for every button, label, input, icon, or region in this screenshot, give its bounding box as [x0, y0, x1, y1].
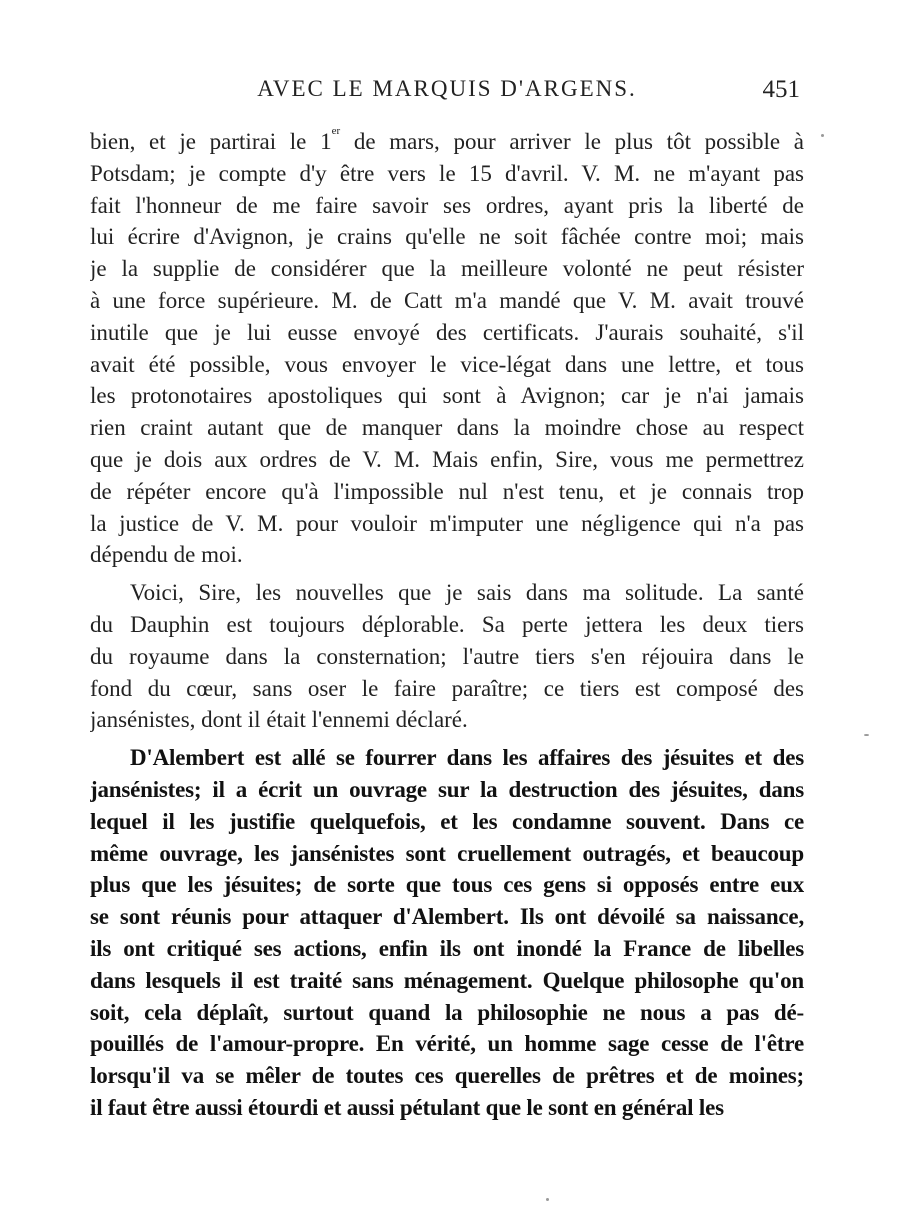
text-line: lorsqu'il va se mêler de toutes ces querelles de prêtres et de moines;	[90, 1063, 804, 1089]
print-speck	[864, 734, 869, 736]
text-line: D'Alembert est allé se fourrer dans les affaires des jésuites et des	[130, 745, 804, 771]
text-line: se sont réunis pour attaquer d'Alembert. Ils ont dévoilé sa naissance,	[90, 904, 804, 930]
text-line: inutile que je lui eusse envoyé des certificats. J'aurais souhaité, s'il	[90, 319, 804, 345]
text-line: lequel il les justifie quelquefois, et les condamne souvent. Dans ce	[90, 808, 804, 834]
text-line: les protonotaires apostoliques qui sont à Avignon; car je n'ai jamais	[90, 383, 804, 409]
text-line: il faut être aussi étourdi et aussi pétulant que le sont en général les	[90, 1094, 724, 1120]
text-line: dans lesquels il est traité sans ménagement. Quelque philosophe qu'on	[90, 967, 804, 993]
text-line: Potsdam; je compte d'y être vers le 15 d'avril. V. M. ne m'ayant pas	[90, 160, 804, 186]
paragraph	[90, 742, 804, 1124]
text-line: que je dois aux ordres de V. M. Mais enfin, Sire, vous me permettrez	[90, 446, 804, 472]
text-line: de répéter encore qu'à l'impossible nul n'est tenu, et je connais trop	[90, 478, 804, 504]
text-line: du Dauphin est toujours déplorable. Sa perte jettera les deux tiers	[90, 611, 804, 637]
text-line: fond du cœur, sans oser le faire paraître; ce tiers est composé des	[90, 675, 804, 701]
text-line: du royaume dans la consternation; l'autre tiers s'en réjouira dans le	[90, 643, 804, 669]
page-header	[90, 76, 804, 110]
text-line: ils ont critiqué ses actions, enfin ils ont inondé la France de libelles	[90, 935, 804, 961]
page-number: 451	[762, 76, 800, 103]
text-line: dépendu de moi.	[90, 542, 243, 568]
text-line: pouillés de l'amour-propre. En vérité, un homme sage cesse de l'être	[90, 1031, 804, 1057]
body-text	[90, 126, 804, 1124]
text-line: rien craint autant que de manquer dans la moindre chose au respect	[90, 415, 804, 441]
text-line: à une force supérieure. M. de Catt m'a mandé que V. M. avait trouvé	[90, 287, 804, 313]
text-line: avait été possible, vous envoyer le vice-légat dans une lettre, et tous	[90, 351, 804, 377]
running-head: AVEC LE MARQUIS D'ARGENS.	[257, 76, 637, 101]
text-line: jansénistes, dont il était l'ennemi déclaré.	[90, 707, 468, 733]
text-line: jansénistes; il a écrit un ouvrage sur la destruction des jésuites, dans	[90, 776, 804, 802]
text-line: même ouvrage, les jansénistes sont cruellement outragés, et beaucoup	[90, 840, 804, 866]
text-line: lui écrire d'Avignon, je crains qu'elle ne soit fâchée contre moi; mais	[90, 224, 804, 250]
text-line: Voici, Sire, les nouvelles que je sais dans ma solitude. La santé	[130, 580, 804, 606]
text-line: plus que les jésuites; de sorte que tous ces gens si opposés entre eux	[90, 872, 804, 898]
print-speck	[821, 134, 824, 137]
text-line: la justice de V. M. pour vouloir m'imputer une négligence qui n'a pas	[90, 510, 804, 536]
text-line: je la supplie de considérer que la meilleure volonté ne peut résister	[90, 256, 804, 282]
text-line: soit, cela déplaît, surtout quand la philosophie ne nous a pas dé-	[90, 999, 804, 1025]
print-speck	[546, 1198, 549, 1201]
text-line: fait l'honneur de me faire savoir ses ordres, ayant pris la liberté de	[90, 192, 804, 218]
paragraph	[90, 577, 804, 736]
paragraph	[90, 126, 804, 571]
text-line: bien, et je partirai le 1er de mars, pour arriver le plus tôt possible à	[90, 126, 804, 154]
